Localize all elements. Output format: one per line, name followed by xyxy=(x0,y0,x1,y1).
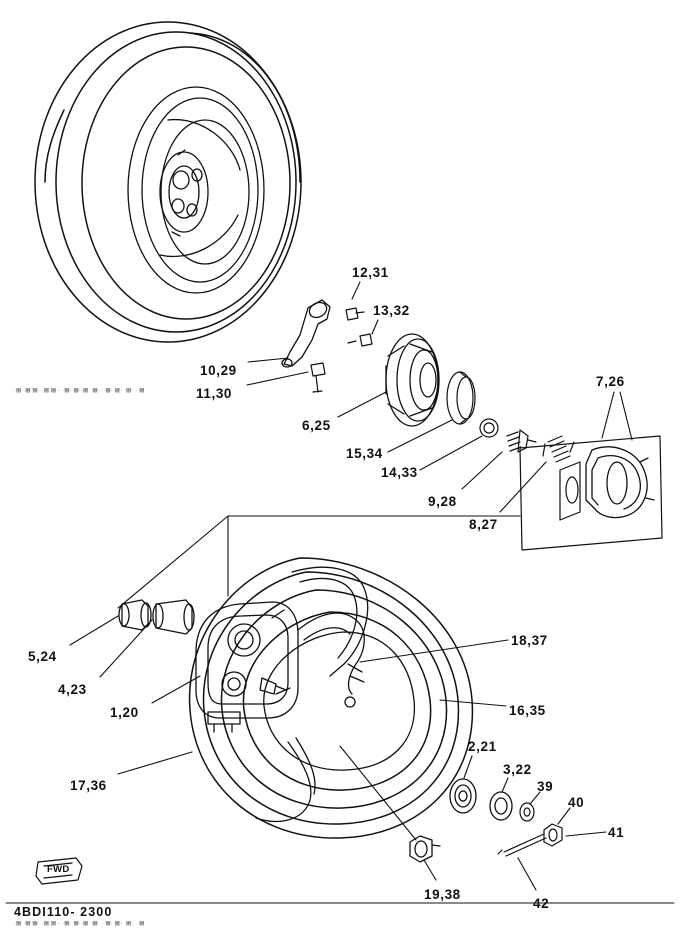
drum-inner-lower xyxy=(256,567,368,821)
callout-8-27: 8,27 xyxy=(469,517,498,532)
brake-cam-lever xyxy=(282,300,330,367)
callout-15-34: 15,34 xyxy=(346,446,383,461)
brake-plate-backing xyxy=(560,462,580,520)
brake-shoe-spring-8-27 xyxy=(543,436,574,462)
brake-shoe-assembly xyxy=(586,447,654,518)
diagram-part-number: 4BDI110- 2300 xyxy=(14,905,113,919)
callout-2-21: 2,21 xyxy=(468,739,497,754)
callout-40: 40 xyxy=(568,795,585,810)
axle-spacer-4-23 xyxy=(153,600,194,634)
callout-39: 39 xyxy=(537,779,554,794)
callout-5-24: 5,24 xyxy=(28,649,57,664)
fwd-direction-badge xyxy=(36,857,84,883)
bearing-2-21 xyxy=(450,779,476,813)
cotter-pin-42 xyxy=(498,834,546,856)
spring-9-28 xyxy=(507,430,536,452)
front-tire-upper xyxy=(35,22,301,342)
callout-11-30: 11,30 xyxy=(196,386,233,401)
washer-39 xyxy=(520,803,534,821)
fwd-label: FWD xyxy=(47,864,70,875)
axle-collar-5-24 xyxy=(119,600,151,630)
cam-lever-bolt-1332 xyxy=(348,334,372,346)
callout-6-25: 6,25 xyxy=(302,418,331,433)
layout-frame xyxy=(118,516,520,608)
footer-microtext: ·࿛ ·࿛ ࿛· ·࿛ ࿛·· ·࿛· ࿛··࿛ ·࿛· · ࿛· ࿛· ·࿛· · ࿛ xyxy=(14,921,145,927)
callout-7-26: 7,26 xyxy=(596,374,625,389)
callout-3-22: 3,22 xyxy=(503,762,532,777)
wear-indicator-1130 xyxy=(311,363,325,392)
callout-10-29: 10,29 xyxy=(200,363,237,378)
callout-4-23: 4,23 xyxy=(58,682,87,697)
rim-lower xyxy=(264,632,415,770)
brake-cable xyxy=(298,613,364,694)
callout-41: 41 xyxy=(608,825,625,840)
callout-12-31: 12,31 xyxy=(352,265,389,280)
wheel-hub-upper xyxy=(160,150,208,236)
cam-lever-bolt-1231 xyxy=(346,308,364,320)
callout-9-28: 9,28 xyxy=(428,494,457,509)
top-microtext: ·࿛ ·࿛ ࿛· ·࿛ ࿛·· ·࿛· ࿛··࿛ ·࿛· · ࿛· ࿛· ·࿛· · ࿛ xyxy=(14,388,145,394)
brake-drum-hub xyxy=(386,334,439,426)
callout-42: 42 xyxy=(533,896,550,911)
callout-1-20: 1,20 xyxy=(110,705,139,720)
callout-14-33: 14,33 xyxy=(381,465,418,480)
drum-retainer-1534 xyxy=(447,372,475,424)
callout-17-36: 17,36 xyxy=(70,778,107,793)
front-rim-upper xyxy=(128,87,264,293)
callout-13-32: 13,32 xyxy=(373,303,410,318)
callout-16-35: 16,35 xyxy=(509,703,546,718)
nut-40 xyxy=(544,824,562,846)
axle-nut-19-38 xyxy=(410,836,440,862)
callout-19-38: 19,38 xyxy=(424,887,461,902)
oil-seal-1433 xyxy=(480,419,498,437)
callout-18-37: 18,37 xyxy=(511,633,548,648)
bearing-3-22 xyxy=(490,792,512,820)
front-tire-lower xyxy=(190,558,473,838)
